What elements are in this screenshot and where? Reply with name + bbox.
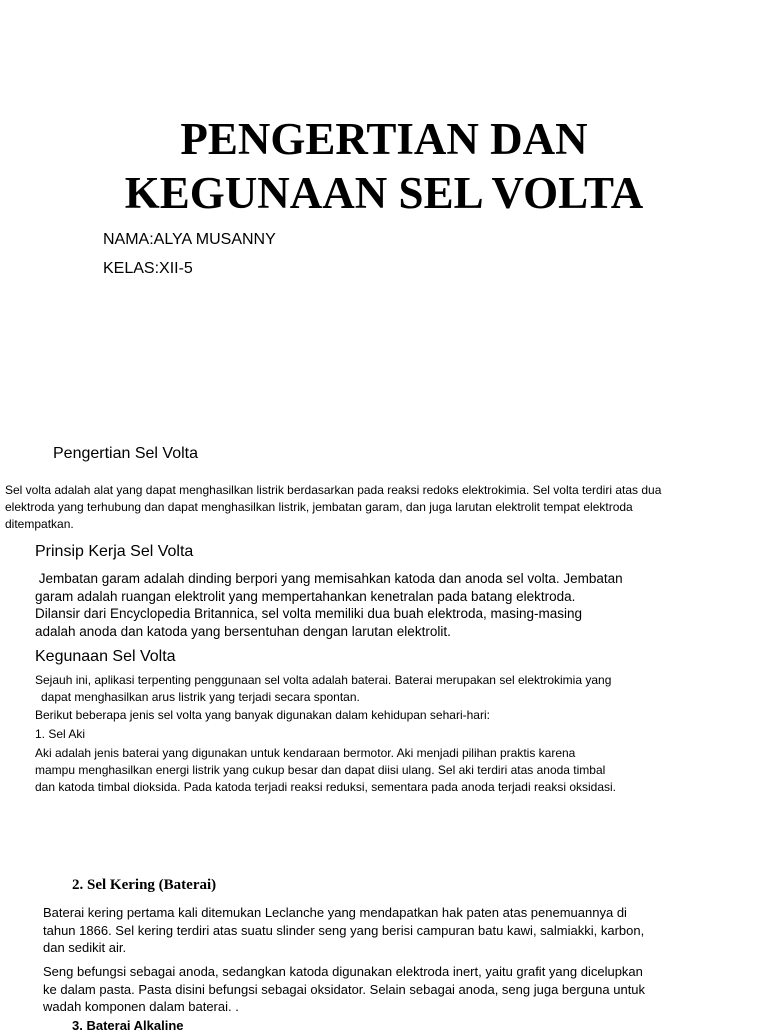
item1-line: Aki adalah jenis baterai yang digunakan untuk kendaraan bermotor. Aki menjadi pilihan praktis karena <box>35 746 576 760</box>
item1-paragraph <box>35 745 755 796</box>
item2-line: Baterai kering pertama kali ditemukan Leclanche yang mendapatkan hak paten atas penemuannya di <box>43 905 627 920</box>
item1-title: 1. Sel Aki <box>35 727 86 741</box>
title-line-1: PENGERTIAN DAN <box>180 114 588 164</box>
kegunaan-intro <box>35 672 755 706</box>
item2-paragraph-1 <box>43 904 763 957</box>
item2-line: ke dalam pasta. Pasta disini befungsi sebagai oksidator. Selain sebagai anoda, seng juga berguna untuk <box>43 981 646 997</box>
kegunaan-heading: Kegunaan Sel Volta <box>35 648 176 665</box>
kegunaan-intro-line: Sejauh ini, aplikasi terpenting penggunaan sel volta adalah baterai. Baterai merupakan sel elektrokimia yang <box>35 673 612 687</box>
pengertian-paragraph <box>5 482 765 533</box>
student-class: KELAS:XII-5 <box>103 260 193 277</box>
pengertian-heading: Pengertian Sel Volta <box>53 445 198 462</box>
prinsip-line: Jembatan garam adalah dinding berpori yang memisahkan katoda dan anoda sel volta. Jembatan <box>35 571 623 586</box>
item2-line: wadah komponen dalam baterai. . <box>43 999 239 1014</box>
pengertian-line: elektroda yang terhubung dan dapat menghasilkan listrik, jembatan garam, dan juga larutan elektrolit tempat elektroda <box>5 500 633 514</box>
item2-line: Seng befungsi sebagai anoda, sedangkan katoda digunakan elektroda inert, yaitu grafit yang dicelupkan <box>43 964 643 979</box>
prinsip-line: Dilansir dari Encyclopedia Britannica, sel volta memiliki dua buah elektroda, masing-masing <box>35 606 583 621</box>
title-line-2: KEGUNAAN SEL VOLTA <box>124 168 644 218</box>
item2-line: dan sedikit air. <box>43 940 127 955</box>
item2-title: 2. Sel Kering (Baterai) <box>72 877 217 893</box>
pengertian-line: ditempatkan. <box>5 517 74 531</box>
kegunaan-list-intro: Berikut beberapa jenis sel volta yang banyak digunakan dalam kehidupan sehari-hari: <box>35 708 490 722</box>
prinsip-heading: Prinsip Kerja Sel Volta <box>35 543 194 560</box>
student-name: NAMA:ALYA MUSANNY <box>103 231 276 248</box>
prinsip-line: garam adalah ruangan elektrolit yang mempertahankan kenetralan pada batang elektroda. <box>35 588 576 604</box>
item2-line: tahun 1866. Sel kering terdiri atas suatu slinder seng yang berisi campuran batu kawi, salmiakki, karbon, <box>43 922 645 938</box>
kegunaan-intro-line: dapat menghasilkan arus listrik yang terjadi secara spontan. <box>41 690 360 704</box>
prinsip-paragraph <box>35 570 755 640</box>
item2-paragraph-2 <box>43 963 763 1016</box>
item1-line: dan katoda timbal dioksida. Pada katoda terjadi reaksi reduksi, sementara pada anoda terjadi reaksi oksidasi. <box>35 780 617 794</box>
item3-title: 3. Baterai Alkaline <box>72 1018 184 1033</box>
item1-line: mampu menghasilkan energi listrik yang cukup besar dan dapat diisi ulang. Sel aki terdiri atas anoda timbal <box>35 763 606 777</box>
page-title <box>0 112 768 220</box>
pengertian-line: Sel volta adalah alat yang dapat menghasilkan listrik berdasarkan pada reaksi redoks elektrokimia. Sel volta terdiri atas dua <box>5 483 662 497</box>
prinsip-line: adalah anoda dan katoda yang bersentuhan dengan larutan elektrolit. <box>35 623 451 639</box>
